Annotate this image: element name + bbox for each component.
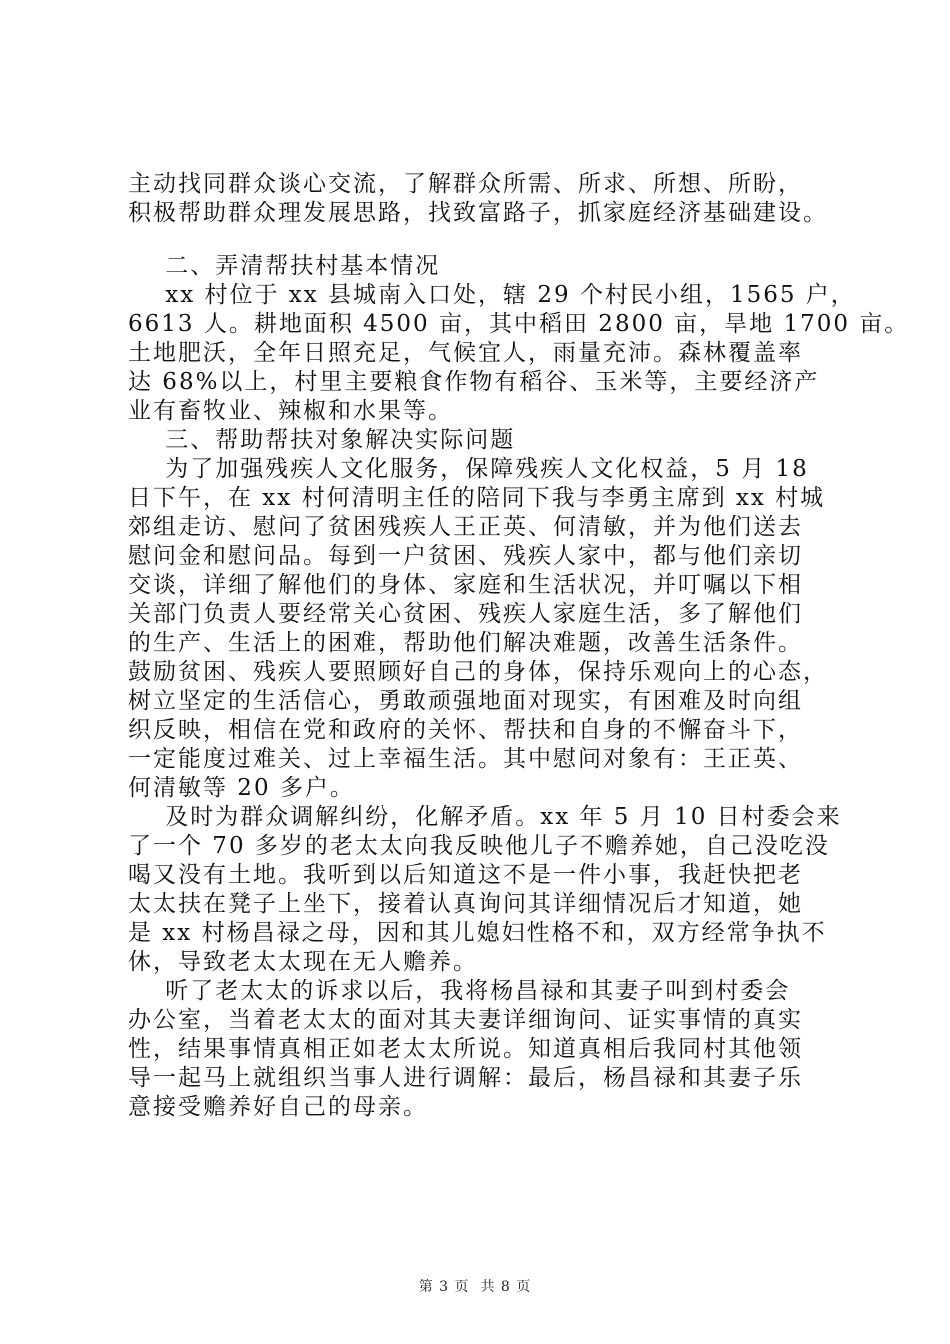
text-line: 喝又没有土地。我听到以后知道这不是一件小事，我赶快把老 (128, 862, 803, 888)
text-line: 鼓励贫困、残疾人要照顾好自己的身体，保持乐观向上的心态， (128, 659, 828, 685)
paragraph-gap (128, 228, 848, 252)
text-line: 业有畜牧业、辣椒和水果等。 (128, 398, 453, 424)
text-line: 何清敏等 20 多户。 (128, 775, 355, 801)
text-line: 听了老太太的诉求以后，我将杨昌禄和其妻子叫到村委会 (128, 978, 791, 1004)
text-line: xx 村位于 xx 县城南入口处，辖 29 个村民小组，1565 户， (128, 282, 856, 308)
text-line: 休，导致老太太现在无人赡养。 (128, 949, 478, 975)
text-line: 关部门负责人要经常关心贫困、残疾人家庭生活，多了解他们 (128, 601, 803, 627)
text-line: 郊组走访、慰问了贫困残疾人王正英、何清敏，并为他们送去 (128, 514, 803, 540)
text-line: 办公室，当着老太太的面对其夫妻详细询问、证实事情的真实 (128, 1007, 803, 1033)
text-line: 为了加强残疾人文化服务，保障残疾人文化权益，5 月 18 (128, 456, 809, 482)
text-line: 性，结果事情真相正如老太太所说。知道真相后我同村其他领 (128, 1036, 803, 1062)
text-line: 织反映，相信在党和政府的关怀、帮扶和自身的不懈奋斗下， (128, 717, 803, 743)
text-line: 主动找同群众谈心交流，了解群众所需、所求、所想、所盼， (128, 171, 803, 197)
text-line: 日下午，在 xx 村何清明主任的陪同下我与李勇主席到 xx 村城 (128, 485, 826, 511)
text-line: 慰问金和慰问品。每到一户贫困、残疾人家中，都与他们亲切 (128, 543, 803, 569)
text-line: 积极帮助群众理发展思路，找致富路子，抓家庭经济基础建设。 (128, 200, 828, 226)
text-line: 的生产、生活上的困难，帮助他们解决难题，改善生活条件。 (128, 630, 803, 656)
section-heading: 二、弄清帮扶村基本情况 (128, 253, 441, 279)
text-line: 及时为群众调解纠纷，化解矛盾。xx 年 5 月 10 日村委会来 (128, 804, 842, 830)
text-line: 6613 人。耕地面积 4500 亩，其中稻田 2800 亩，旱地 1700 亩。 (128, 311, 910, 337)
document-body (128, 170, 910, 1122)
page-number-footer: 第 3 页 共 8 页 (418, 1279, 532, 1295)
text-line: 是 xx 村杨昌禄之母，因和其儿媳妇性格不和，双方经常争执不 (128, 920, 827, 946)
text-line: 达 68%以上，村里主要粮食作物有稻谷、玉米等，主要经济产 (128, 369, 820, 395)
text-line: 交谈，详细了解他们的身体、家庭和生活状况，并叮嘱以下相 (128, 572, 803, 598)
text-line: 树立坚定的生活信心，勇敢顽强地面对现实，有困难及时向组 (128, 688, 803, 714)
text-line: 了一个 70 多岁的老太太向我反映他儿子不赡养她，自己没吃没 (128, 833, 830, 859)
text-line: 土地肥沃，全年日照充足，气候宜人，雨量充沛。森林覆盖率 (128, 340, 803, 366)
text-line: 太太扶在凳子上坐下，接着认真询问其详细情况后才知道，她 (128, 891, 803, 917)
text-line: 一定能度过难关、过上幸福生活。其中慰问对象有：王正英、 (128, 746, 803, 772)
text-line: 意接受赡养好自己的母亲。 (128, 1094, 428, 1120)
text-line: 导一起马上就组织当事人进行调解：最后，杨昌禄和其妻子乐 (128, 1065, 803, 1091)
section-heading: 三、帮助帮扶对象解决实际问题 (128, 427, 516, 453)
